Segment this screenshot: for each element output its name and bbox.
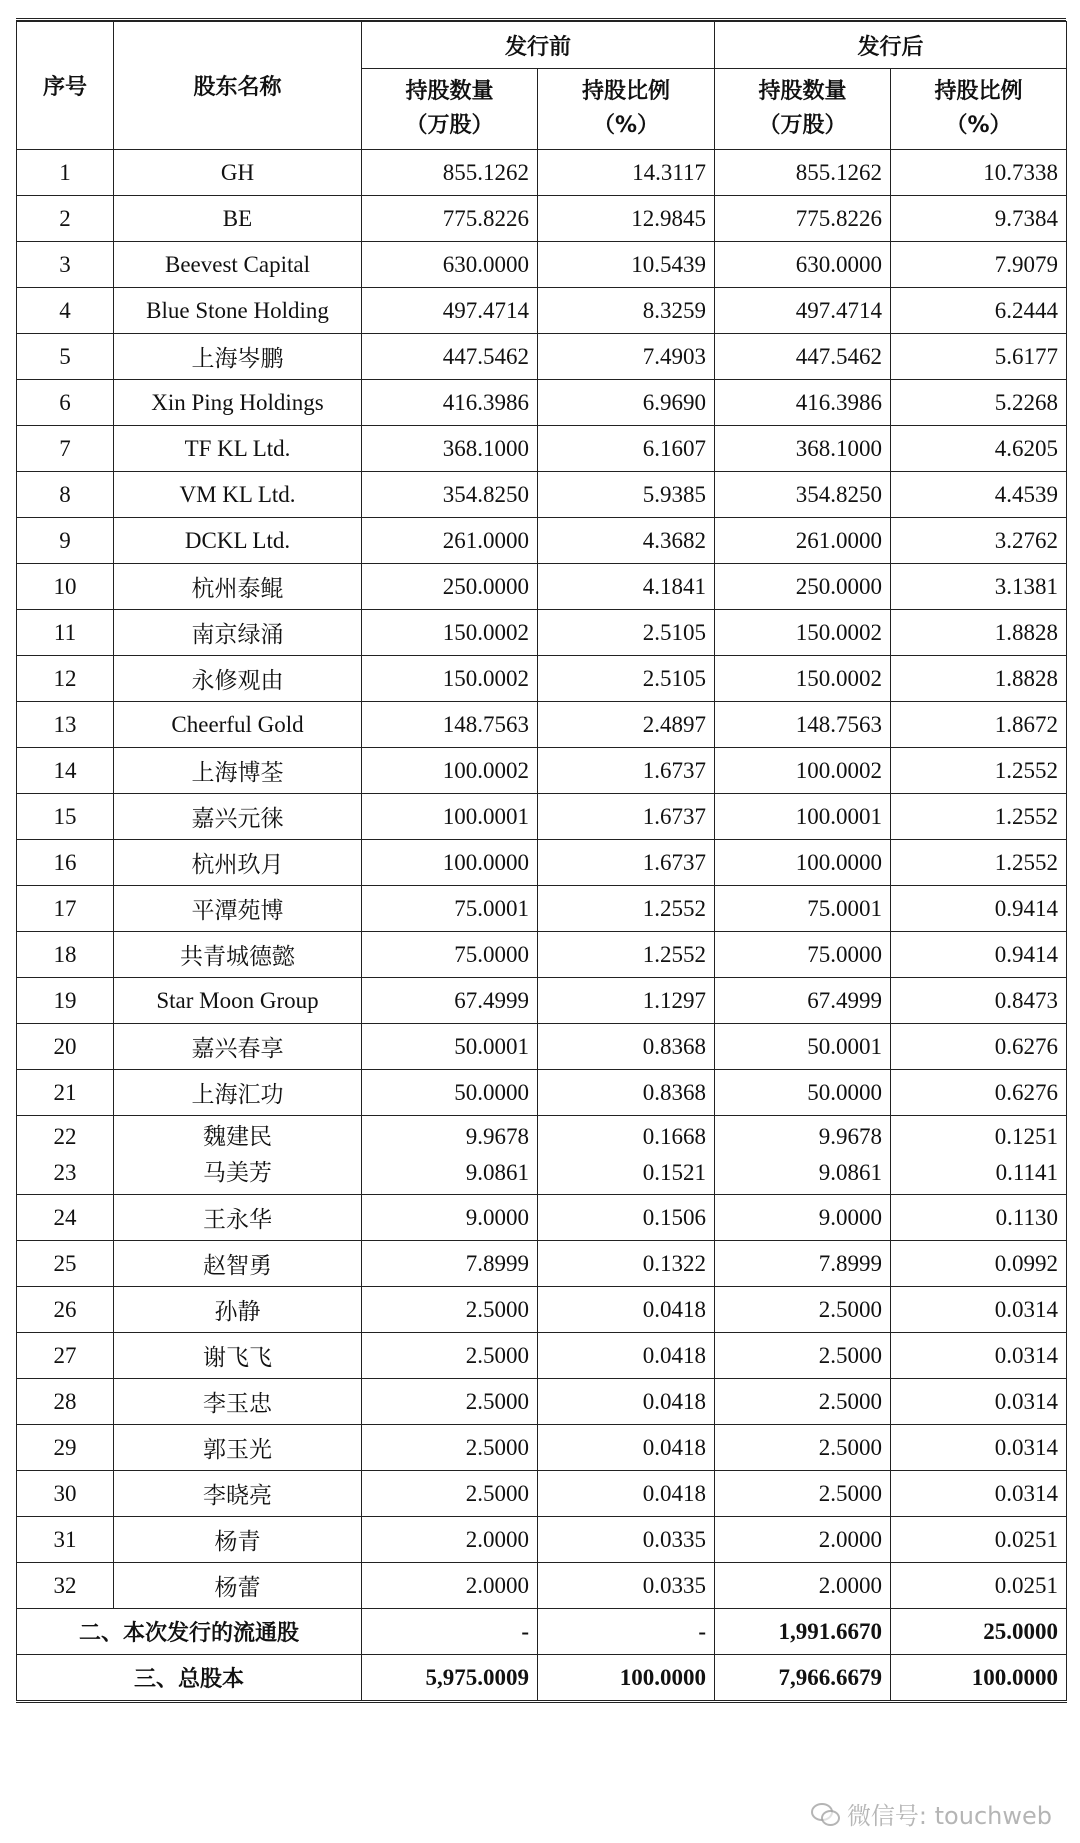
shares-before: 775.8226 [362, 196, 538, 242]
shareholder-name: 孙静 [114, 1287, 362, 1333]
shares-after: 50.0001 [715, 1024, 891, 1070]
circulating-ratio-before: - [538, 1609, 715, 1655]
shareholding-table [16, 21, 1067, 1703]
table-row [17, 840, 1067, 886]
shareholder-name: GH [114, 150, 362, 196]
ratio-before: 12.9845 [538, 196, 715, 242]
header-before: 发行前 [362, 22, 715, 69]
ratio-before: 1.2552 [538, 886, 715, 932]
ratio-before: 1.6737 [538, 748, 715, 794]
shares-after: 2.5000 [715, 1287, 891, 1333]
shares-before: 9.9678 9.0861 [362, 1116, 538, 1195]
table-row [17, 932, 1067, 978]
table-row [17, 150, 1067, 196]
row-number: 29 [17, 1425, 114, 1471]
shares-before: 150.0002 [362, 656, 538, 702]
row-number: 2 [17, 196, 114, 242]
shareholder-name: 李玉忠 [114, 1379, 362, 1425]
shares-after: 775.8226 [715, 196, 891, 242]
shares-before: 9.0000 [362, 1195, 538, 1241]
ratio-after: 5.2268 [891, 380, 1067, 426]
ratio-before: 2.5105 [538, 610, 715, 656]
total-row [17, 1655, 1067, 1702]
row-number: 22 23 [17, 1116, 114, 1195]
row-number: 16 [17, 840, 114, 886]
shares-before: 50.0000 [362, 1070, 538, 1116]
shareholder-name: 杨青 [114, 1517, 362, 1563]
row-number: 5 [17, 334, 114, 380]
shares-after: 2.5000 [715, 1379, 891, 1425]
shares-after: 497.4714 [715, 288, 891, 334]
table-row [17, 1116, 1067, 1195]
row-number: 30 [17, 1471, 114, 1517]
shareholder-name: 李晓亮 [114, 1471, 362, 1517]
header-after: 发行后 [715, 22, 1067, 69]
ratio-after: 7.9079 [891, 242, 1067, 288]
total-ratio-after: 100.0000 [891, 1655, 1067, 1702]
row-number: 28 [17, 1379, 114, 1425]
table-row [17, 702, 1067, 748]
ratio-before: 1.2552 [538, 932, 715, 978]
shares-before: 2.0000 [362, 1517, 538, 1563]
row-number: 6 [17, 380, 114, 426]
ratio-before: 7.4903 [538, 334, 715, 380]
table-row [17, 472, 1067, 518]
row-number: 11 [17, 610, 114, 656]
shares-before: 416.3986 [362, 380, 538, 426]
shares-before: 2.5000 [362, 1287, 538, 1333]
ratio-after: 5.6177 [891, 334, 1067, 380]
shares-after: 9.9678 9.0861 [715, 1116, 891, 1195]
ratio-after: 0.9414 [891, 932, 1067, 978]
shareholder-name: 杭州泰鲲 [114, 564, 362, 610]
row-number: 4 [17, 288, 114, 334]
header-row-1 [17, 22, 1067, 69]
shares-after: 261.0000 [715, 518, 891, 564]
table-row [17, 1195, 1067, 1241]
shares-before: 75.0000 [362, 932, 538, 978]
shares-after: 368.1000 [715, 426, 891, 472]
shares-after: 630.0000 [715, 242, 891, 288]
shares-before: 630.0000 [362, 242, 538, 288]
shareholder-name: 魏建民 马美芳 [114, 1116, 362, 1195]
shareholding-table-container [16, 18, 1066, 1703]
shareholder-name: Cheerful Gold [114, 702, 362, 748]
table-row [17, 1333, 1067, 1379]
total-shares-after: 7,966.6679 [715, 1655, 891, 1702]
row-number: 32 [17, 1563, 114, 1609]
ratio-before: 0.8368 [538, 1024, 715, 1070]
shareholder-name: 杨蕾 [114, 1563, 362, 1609]
shares-before: 100.0002 [362, 748, 538, 794]
ratio-after: 0.0314 [891, 1471, 1067, 1517]
shares-after: 9.0000 [715, 1195, 891, 1241]
ratio-before: 0.0418 [538, 1287, 715, 1333]
table-row [17, 1241, 1067, 1287]
table-row [17, 1563, 1067, 1609]
table-row [17, 1379, 1067, 1425]
ratio-after: 1.8828 [891, 610, 1067, 656]
circulating-label: 二、本次发行的流通股 [17, 1609, 362, 1655]
table-row [17, 288, 1067, 334]
shareholder-name: VM KL Ltd. [114, 472, 362, 518]
shares-before: 75.0001 [362, 886, 538, 932]
ratio-after: 3.2762 [891, 518, 1067, 564]
shareholder-name: 赵智勇 [114, 1241, 362, 1287]
shares-after: 150.0002 [715, 656, 891, 702]
shareholder-name: 永修观由 [114, 656, 362, 702]
row-number: 26 [17, 1287, 114, 1333]
shareholder-name: Xin Ping Holdings [114, 380, 362, 426]
row-number: 15 [17, 794, 114, 840]
ratio-after: 0.0251 [891, 1517, 1067, 1563]
shares-before: 447.5462 [362, 334, 538, 380]
shareholder-name: Blue Stone Holding [114, 288, 362, 334]
shares-after: 100.0002 [715, 748, 891, 794]
table-row [17, 1287, 1067, 1333]
header-name: 股东名称 [114, 22, 362, 150]
shares-before: 50.0001 [362, 1024, 538, 1070]
shareholder-name: 谢飞飞 [114, 1333, 362, 1379]
shares-before: 250.0000 [362, 564, 538, 610]
table-row [17, 1471, 1067, 1517]
shareholder-name: Beevest Capital [114, 242, 362, 288]
ratio-before: 0.0418 [538, 1471, 715, 1517]
shares-before: 261.0000 [362, 518, 538, 564]
table-row [17, 1517, 1067, 1563]
ratio-before: 0.1506 [538, 1195, 715, 1241]
shares-after: 50.0000 [715, 1070, 891, 1116]
shares-after: 67.4999 [715, 978, 891, 1024]
ratio-after: 0.0314 [891, 1287, 1067, 1333]
ratio-before: 4.1841 [538, 564, 715, 610]
ratio-after: 0.0314 [891, 1379, 1067, 1425]
shareholder-name: DCKL Ltd. [114, 518, 362, 564]
shareholder-name: 共青城德懿 [114, 932, 362, 978]
ratio-before: 2.5105 [538, 656, 715, 702]
shares-before: 2.5000 [362, 1333, 538, 1379]
total-label: 三、总股本 [17, 1655, 362, 1702]
shares-after: 150.0002 [715, 610, 891, 656]
ratio-after: 0.6276 [891, 1070, 1067, 1116]
ratio-after: 3.1381 [891, 564, 1067, 610]
shares-before: 497.4714 [362, 288, 538, 334]
shareholder-name: 杭州玖月 [114, 840, 362, 886]
ratio-before: 0.0335 [538, 1517, 715, 1563]
ratio-after: 0.0992 [891, 1241, 1067, 1287]
ratio-after: 0.0314 [891, 1425, 1067, 1471]
row-number: 24 [17, 1195, 114, 1241]
shares-before: 368.1000 [362, 426, 538, 472]
shares-after: 855.1262 [715, 150, 891, 196]
table-row [17, 196, 1067, 242]
ratio-before: 0.0418 [538, 1425, 715, 1471]
ratio-after: 0.0314 [891, 1333, 1067, 1379]
shareholder-name: 平潭苑博 [114, 886, 362, 932]
row-number: 12 [17, 656, 114, 702]
circulating-ratio-after: 25.0000 [891, 1609, 1067, 1655]
row-number: 19 [17, 978, 114, 1024]
ratio-before: 0.8368 [538, 1070, 715, 1116]
ratio-after: 1.8828 [891, 656, 1067, 702]
circulating-row [17, 1609, 1067, 1655]
shareholder-name: 南京绿涌 [114, 610, 362, 656]
shares-after: 2.0000 [715, 1517, 891, 1563]
ratio-before: 4.3682 [538, 518, 715, 564]
row-number: 25 [17, 1241, 114, 1287]
ratio-after: 0.1251 0.1141 [891, 1116, 1067, 1195]
header-pct-before: 持股比例 （%） [538, 69, 715, 150]
shares-before: 100.0001 [362, 794, 538, 840]
table-row [17, 564, 1067, 610]
table-row [17, 380, 1067, 426]
ratio-before: 0.0418 [538, 1333, 715, 1379]
ratio-after: 10.7338 [891, 150, 1067, 196]
ratio-after: 4.6205 [891, 426, 1067, 472]
ratio-after: 0.1130 [891, 1195, 1067, 1241]
shares-before: 150.0002 [362, 610, 538, 656]
table-row [17, 1070, 1067, 1116]
shares-before: 2.5000 [362, 1471, 538, 1517]
row-number: 20 [17, 1024, 114, 1070]
shares-after: 447.5462 [715, 334, 891, 380]
ratio-before: 2.4897 [538, 702, 715, 748]
shares-after: 100.0001 [715, 794, 891, 840]
ratio-before: 1.6737 [538, 794, 715, 840]
circulating-shares-after: 1,991.6670 [715, 1609, 891, 1655]
shareholder-name: 嘉兴春享 [114, 1024, 362, 1070]
row-number: 27 [17, 1333, 114, 1379]
ratio-after: 0.8473 [891, 978, 1067, 1024]
shares-after: 75.0000 [715, 932, 891, 978]
header-qty-before: 持股数量 （万股） [362, 69, 538, 150]
shares-before: 2.5000 [362, 1379, 538, 1425]
ratio-after: 6.2444 [891, 288, 1067, 334]
watermark-text: 微信号: touchweb [846, 1802, 1052, 1830]
shares-before: 7.8999 [362, 1241, 538, 1287]
shares-before: 100.0000 [362, 840, 538, 886]
table-row [17, 886, 1067, 932]
header-no: 序号 [17, 22, 114, 150]
shares-after: 250.0000 [715, 564, 891, 610]
ratio-before: 0.1668 0.1521 [538, 1116, 715, 1195]
circulating-shares-before: - [362, 1609, 538, 1655]
ratio-after: 0.6276 [891, 1024, 1067, 1070]
shareholder-name: BE [114, 196, 362, 242]
shares-after: 2.5000 [715, 1471, 891, 1517]
shareholder-name: 郭玉光 [114, 1425, 362, 1471]
row-number: 1 [17, 150, 114, 196]
watermark [811, 1796, 1052, 1831]
ratio-after: 1.2552 [891, 748, 1067, 794]
row-number: 10 [17, 564, 114, 610]
ratio-before: 6.1607 [538, 426, 715, 472]
shareholder-name: 上海岑鹏 [114, 334, 362, 380]
total-ratio-before: 100.0000 [538, 1655, 715, 1702]
shares-after: 2.5000 [715, 1333, 891, 1379]
row-number: 17 [17, 886, 114, 932]
shareholder-name: 上海博荃 [114, 748, 362, 794]
shareholder-name: Star Moon Group [114, 978, 362, 1024]
ratio-after: 1.8672 [891, 702, 1067, 748]
wechat-icon [811, 1803, 839, 1825]
row-number: 3 [17, 242, 114, 288]
shares-after: 354.8250 [715, 472, 891, 518]
row-number: 21 [17, 1070, 114, 1116]
ratio-after: 1.2552 [891, 840, 1067, 886]
shares-after: 2.5000 [715, 1425, 891, 1471]
shareholder-name: 王永华 [114, 1195, 362, 1241]
row-number: 31 [17, 1517, 114, 1563]
ratio-before: 1.1297 [538, 978, 715, 1024]
row-number: 18 [17, 932, 114, 978]
row-number: 8 [17, 472, 114, 518]
ratio-before: 0.1322 [538, 1241, 715, 1287]
row-number: 9 [17, 518, 114, 564]
table-row [17, 748, 1067, 794]
ratio-before: 0.0335 [538, 1563, 715, 1609]
ratio-after: 4.4539 [891, 472, 1067, 518]
table-row [17, 518, 1067, 564]
shares-before: 354.8250 [362, 472, 538, 518]
table-row [17, 426, 1067, 472]
shares-after: 7.8999 [715, 1241, 891, 1287]
shares-after: 75.0001 [715, 886, 891, 932]
shares-before: 67.4999 [362, 978, 538, 1024]
ratio-after: 1.2552 [891, 794, 1067, 840]
table-row [17, 794, 1067, 840]
table-row [17, 242, 1067, 288]
shares-before: 148.7563 [362, 702, 538, 748]
table-row [17, 978, 1067, 1024]
table-row [17, 1024, 1067, 1070]
row-number: 13 [17, 702, 114, 748]
shares-after: 100.0000 [715, 840, 891, 886]
shares-before: 2.5000 [362, 1425, 538, 1471]
ratio-before: 0.0418 [538, 1379, 715, 1425]
table-row [17, 656, 1067, 702]
table-body [17, 150, 1067, 1702]
shares-before: 855.1262 [362, 150, 538, 196]
total-shares-before: 5,975.0009 [362, 1655, 538, 1702]
shares-after: 2.0000 [715, 1563, 891, 1609]
ratio-before: 10.5439 [538, 242, 715, 288]
shareholder-name: 嘉兴元徕 [114, 794, 362, 840]
ratio-after: 0.9414 [891, 886, 1067, 932]
row-number: 7 [17, 426, 114, 472]
table-row [17, 1425, 1067, 1471]
ratio-before: 1.6737 [538, 840, 715, 886]
shares-before: 2.0000 [362, 1563, 538, 1609]
ratio-after: 0.0251 [891, 1563, 1067, 1609]
shareholder-name: TF KL Ltd. [114, 426, 362, 472]
header-pct-after: 持股比例 （%） [891, 69, 1067, 150]
ratio-before: 8.3259 [538, 288, 715, 334]
shares-after: 148.7563 [715, 702, 891, 748]
table-row [17, 334, 1067, 380]
table-row [17, 610, 1067, 656]
shares-after: 416.3986 [715, 380, 891, 426]
ratio-before: 14.3117 [538, 150, 715, 196]
ratio-after: 9.7384 [891, 196, 1067, 242]
ratio-before: 5.9385 [538, 472, 715, 518]
ratio-before: 6.9690 [538, 380, 715, 426]
shareholder-name: 上海汇功 [114, 1070, 362, 1116]
header-qty-after: 持股数量 （万股） [715, 69, 891, 150]
row-number: 14 [17, 748, 114, 794]
